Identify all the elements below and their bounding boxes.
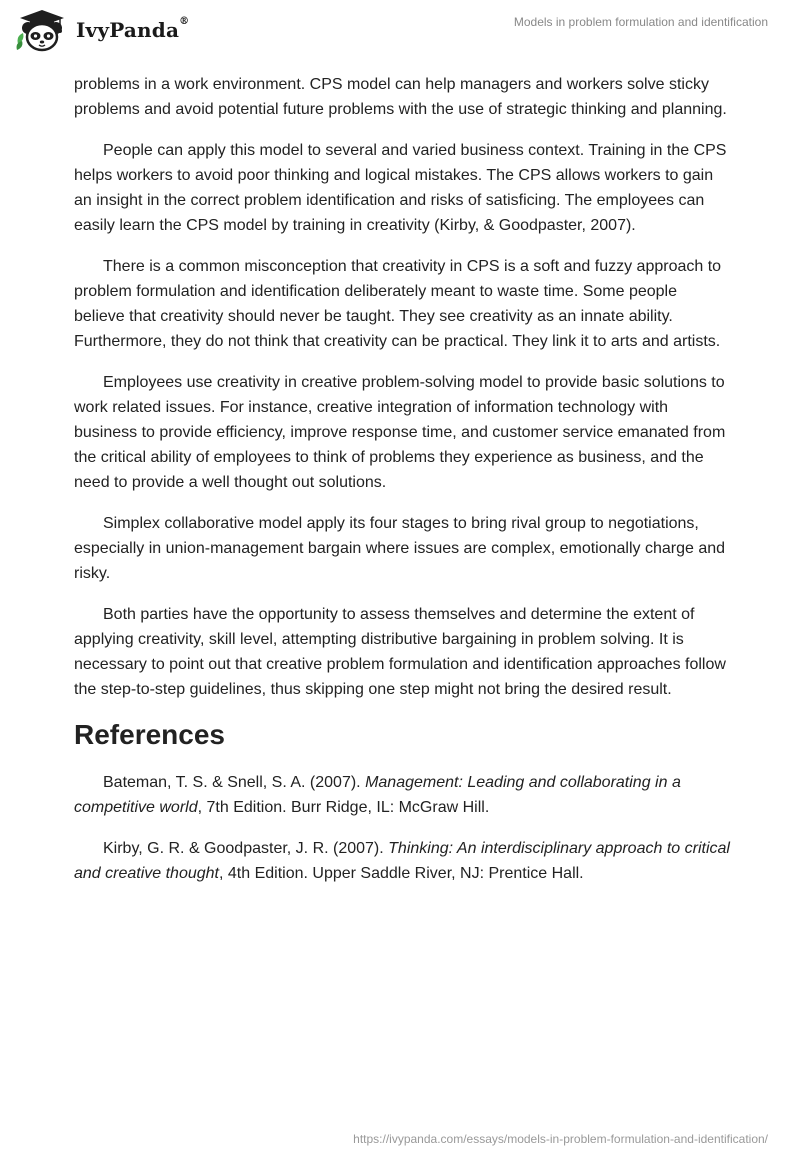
panda-graduation-icon — [14, 8, 70, 52]
paragraph: problems in a work environment. CPS model can help managers and workers solve sticky problems and avoid potential future problems with the use of strategic thinking and planning. — [74, 76, 727, 118]
reference-title: Thinking: An interdisciplinary approach to critical and creative thought — [74, 840, 730, 882]
ivypanda-logo[interactable] — [14, 8, 189, 52]
logo-wordmark: IvyPanda® — [76, 16, 190, 42]
paragraph: Employees use creativity in creative problem-solving model to provide basic solutions to work related issues. For instance, creative integration of information technology with business to provide efficiency, improve response time, and customer service emanated from the critical ability of employees to think of problems they experience as business, and the need to provide a well thought out solutions. — [74, 374, 726, 491]
reference-title: Management: Leading and collaborating in a competitive world — [74, 774, 681, 816]
reference-item — [74, 770, 730, 820]
references-heading: References — [74, 719, 225, 750]
document-title: Models in problem formulation and identification — [513, 15, 768, 29]
paragraph: There is a common misconception that creativity in CPS is a soft and fuzzy approach to problem formulation and identification deliberately meant to waste time. Some people believe that creativity should never be taught. They see creativity as an innate ability. Furthermore, they do not think that creativity can be practical. They link it to arts and artists. — [74, 258, 722, 350]
paragraph: Simplex collaborative model apply its four stages to bring rival group to negotiations, especially in union-management bargain where issues are complex, emotionally charge and risky. — [74, 515, 726, 582]
reference-authors: Bateman, T. S. & Snell, S. A. (2007). — [103, 774, 366, 791]
page-header — [0, 0, 800, 60]
reference-authors: Kirby, G. R. & Goodpaster, J. R. (2007). — [103, 840, 389, 857]
source-url[interactable]: https://ivypanda.com/essays/models-in-problem-formulation-and-identification/ — [353, 1132, 768, 1146]
essay-body — [74, 72, 730, 902]
paragraph: People can apply this model to several and varied business context. Training in the CPS helps workers to avoid poor thinking and logical mistakes. The CPS allows workers to gain an insight in the correct problem identification and risks of satisficing. The employees can easily learn the CPS model by training in creativity (Kirby, & Goodpaster, 2007). — [74, 142, 727, 234]
reference-item — [74, 836, 730, 886]
reference-publisher: , 4th Edition. Upper Saddle River, NJ: Prentice Hall. — [219, 865, 584, 882]
paragraph: Both parties have the opportunity to assess themselves and determine the extent of applying creativity, skill level, attempting distributive bargaining in problem solving. It is necessary to point out that creative problem formulation and identification approaches follow the step-to-step guidelines, thus skipping one step might not bring the desired result. — [74, 606, 726, 698]
reference-publisher: , 7th Edition. Burr Ridge, IL: McGraw Hill. — [197, 799, 490, 816]
